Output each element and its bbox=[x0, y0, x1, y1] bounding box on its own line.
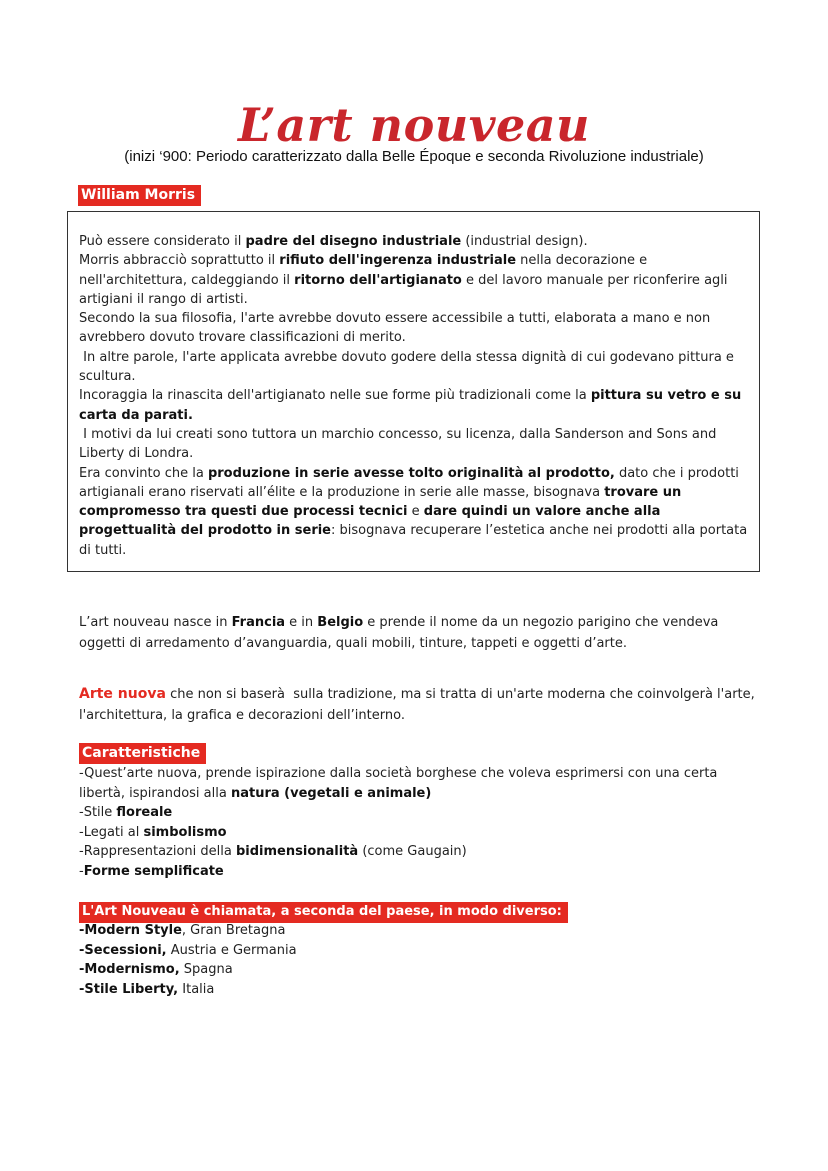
william-morris-label: William Morris bbox=[78, 185, 201, 206]
caratteristiche-list bbox=[79, 764, 759, 882]
list-item: -Legati al simbolismo bbox=[79, 824, 227, 840]
caratteristiche-heading bbox=[79, 742, 206, 764]
caratteristiche-label: Caratteristiche bbox=[79, 743, 206, 764]
morris-paragraph-3: Secondo la sua filosofia, l'arte avrebbe dovuto essere accessibile a tutti, elaborata a mano e non avrebbero dovuto trovare classificazioni di merito. bbox=[79, 311, 711, 346]
list-item: -Modern Style, Gran Bretagna bbox=[79, 923, 286, 938]
william-morris-box bbox=[67, 211, 760, 572]
morris-paragraph-6: I motivi da lui creati sono tuttora un marchio concesso, su licenza, dalla Sanderson and Sons and Liberty di Londra. bbox=[79, 426, 721, 462]
william-morris-heading bbox=[78, 184, 202, 206]
names-label: L'Art Nouveau è chiamata, a seconda del paese, in modo diverso: bbox=[79, 902, 568, 923]
list-item: -Stile floreale bbox=[79, 805, 173, 821]
names-heading bbox=[79, 900, 568, 923]
list-item: -Secessioni, Austria e Germania bbox=[79, 942, 297, 958]
page-subtitle: (inizi ‘900: Periodo caratterizzato dalla Belle Époque e seconda Rivoluzione industriale) bbox=[124, 148, 704, 165]
william-morris-text bbox=[79, 232, 751, 560]
origin-paragraph: L’art nouveau nasce in Francia e in Belgio e prende il nome da un negozio parigino che vendeva oggetti di arredamento d’avanguardia, quali mobili, tinture, tappeti e oggetti d’arte. bbox=[79, 615, 719, 651]
morris-paragraph-1: Può essere considerato il padre del disegno industriale (industrial design). bbox=[79, 234, 588, 249]
list-item: -Modernismo, Spagna bbox=[79, 962, 233, 978]
names-list bbox=[79, 921, 759, 999]
arte-nuova-label: Arte nuova bbox=[79, 686, 166, 702]
morris-paragraph-7: Era convinto che la produzione in serie avesse tolto originalità al prodotto, dato che i prodotti artigianali erano riservati all’élite e la produzione in serie alle masse, bisognava trovare un compromesso tra questi due processi tecnici e dare quindi un valore anche alla progettualità del prodotto in serie: bisognava recuperare l’estetica anche nei prodotti alla portata di tutti. bbox=[79, 465, 748, 558]
list-item: -Stile Liberty, Italia bbox=[79, 981, 215, 997]
list-item: -Rappresentazioni della bidimensionalità (come Gaugain) bbox=[79, 844, 467, 860]
page-title: L’art nouveau bbox=[238, 98, 590, 152]
list-item: -Forme semplificate bbox=[79, 863, 224, 879]
morris-paragraph-2: Morris abbracciò soprattutto il rifiuto dell'ingerenza industriale nella decorazione e nell'architettura, caldeggiando il ritorno dell'artigianato e del lavoro manuale per riconferire agli artigiani il rango di artisti. bbox=[79, 253, 728, 307]
morris-paragraph-4: In altre parole, l'arte applicata avrebbe dovuto godere della stessa dignità di cui godevano pittura e scultura. bbox=[79, 349, 739, 385]
morris-paragraph-5: Incoraggia la rinascita dell'artigianato nelle sue forme più tradizionali come la pittura su vetro e su carta da parati. bbox=[79, 388, 742, 423]
arte-nuova-paragraph: Arte nuova che non si baserà sulla tradizione, ma si tratta di un'arte moderna che coinvolgerà l'arte, l'architettura, la grafica e decorazioni dell’interno. bbox=[79, 686, 759, 723]
list-item: -Quest’arte nuova, prende ispirazione dalla società borghese che voleva esprimersi con una certa libertà, ispirandosi alla natura (vegetali e animale) bbox=[79, 766, 718, 801]
